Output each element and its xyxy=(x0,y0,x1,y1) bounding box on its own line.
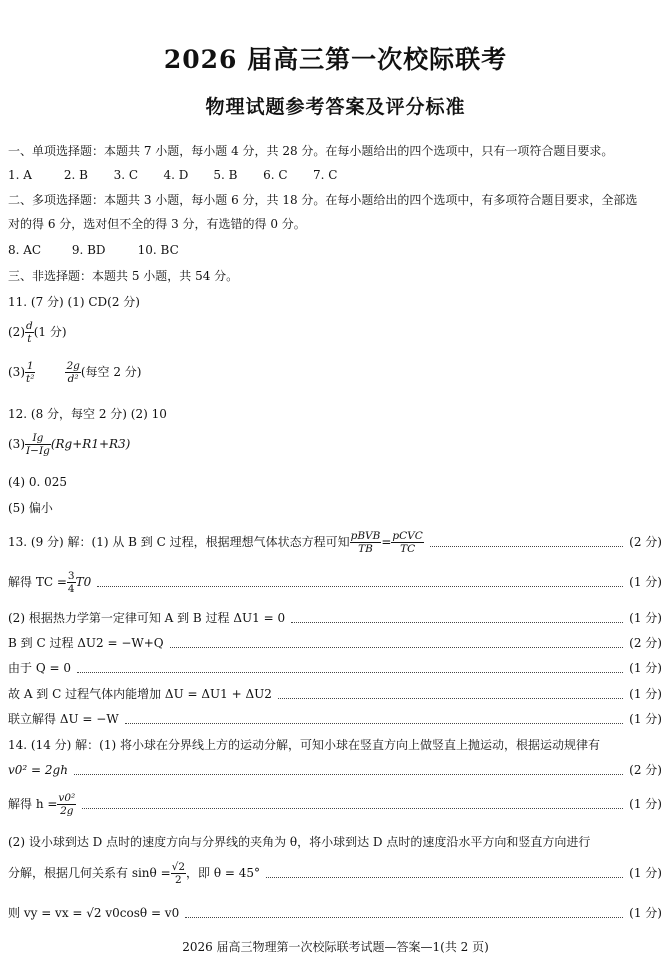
score: (2 分) xyxy=(629,535,662,549)
fraction: $\frac{\text{pCVC}}{TC}$ xyxy=(392,529,423,555)
q13-line1: 13. (9 分) 解：(1) 从 B 到 C 过程，根据理想气体状态方程可知 $\frac{\text{pBVB}}{TB}$ = $\frac{\text{pCVC}}{TC}$ (2 分) xyxy=(8,529,662,555)
section2-heading-line2: 对的得 6 分，选对但不全的得 3 分，有选错的得 0 分。 xyxy=(8,217,306,231)
q11-part3: (3) $\frac{1}{\text{t²}}$ $\frac{2g}{\text{d²}}$ (每空 2 分) xyxy=(8,360,142,385)
q13-line3: (2) 根据热力学第一定律可知 A 到 B 过程 ΔU1 = 0 (1 分) xyxy=(8,611,662,625)
fraction: $\frac{\text{v0²}}{2g}$ xyxy=(58,791,76,817)
score: (2 分) xyxy=(629,636,662,650)
answer-10: 10. BC xyxy=(137,243,179,257)
q13-line2: 解得 TC = $\frac{3}{4}$ T0 (1 分) xyxy=(8,569,662,595)
leader-dots xyxy=(82,800,623,809)
score: (1 分) xyxy=(629,797,662,811)
fraction: $\frac{Ig}{I-Ig}$ xyxy=(26,432,50,457)
leader-dots xyxy=(125,715,624,724)
q12-part3: (3) $\frac{Ig}{I-Ig}$ (Rg+R1+R3) xyxy=(8,432,131,457)
leader-dots xyxy=(185,909,623,918)
score: (1 分) xyxy=(629,866,662,880)
score: (2 分) xyxy=(629,763,662,777)
q14-line5: 分解，根据几何关系有 sinθ = $\frac{√2}{2}$ ，即 θ = 45° (1 分) xyxy=(8,860,662,886)
q13-line5: 由于 Q = 0 (1 分) xyxy=(8,661,662,675)
fraction: $\frac{\text{pBVB}}{TB}$ xyxy=(350,529,381,555)
score: (1 分) xyxy=(629,687,662,701)
answer-4: 4. D xyxy=(163,168,189,182)
q12-part4: (4) 0. 025 xyxy=(8,475,67,489)
score: (1 分) xyxy=(629,611,662,625)
leader-dots xyxy=(74,766,623,775)
fraction: $\frac{√2}{2}$ xyxy=(171,860,186,886)
q13-line4: B 到 C 过程 ΔU2 = −W+Q (2 分) xyxy=(8,636,662,650)
answer-1: 1. A xyxy=(8,168,32,182)
fraction: $\frac{2g}{\text{d²}}$ xyxy=(66,360,80,385)
q11-part2: (2) $\frac{d}{t}$ (1 分) xyxy=(8,320,67,345)
answer-7: 7. C xyxy=(312,168,338,182)
section1-answers xyxy=(8,167,658,183)
score: (1 分) xyxy=(629,661,662,675)
leader-dots xyxy=(266,869,623,878)
q14-line3: 解得 h = $\frac{\text{v0²}}{2g}$ (1 分) xyxy=(8,791,662,817)
section3-heading: 三、非选择题：本题共 5 小题，共 54 分。 xyxy=(8,269,239,283)
page-footer: 2026 届高三物理第一次校际联考试题—答案—1(共 2 页) xyxy=(182,940,489,954)
q12-part5: (5) 偏小 xyxy=(8,501,53,515)
leader-dots xyxy=(170,639,624,648)
exam-subtitle: 物理试题参考答案及评分标准 xyxy=(205,96,466,118)
answer-9: 9. BD xyxy=(71,243,106,257)
section2-answers xyxy=(8,242,198,258)
exam-title: 2026 届高三第一次校际联考 xyxy=(163,45,508,74)
q14-line1: 14. (14 分) 解：(1) 将小球在分界线上方的运动分解，可知小球在竖直方向上做竖直上抛运动，根据运动规律有 xyxy=(8,738,600,752)
fraction: $\frac{1}{\text{t²}}$ xyxy=(26,360,35,385)
q13-line6: 故 A 到 C 过程气体内能增加 ΔU = ΔU1 + ΔU2 (1 分) xyxy=(8,687,662,701)
q12-head: 12. (8 分，每空 2 分) (2) 10 xyxy=(8,407,167,421)
fraction: $\frac{3}{4}$ xyxy=(67,569,75,595)
answer-2: 2. B xyxy=(63,168,88,182)
fraction: $\frac{d}{t}$ xyxy=(26,320,33,345)
section2-heading-line1: 二、多项选择题：本题共 3 小题，每小题 6 分，共 18 分。在每小题给出的四个选项中，有多项符合题目要求，全部选 xyxy=(8,193,638,207)
section1-heading: 一、单项选择题：本题共 7 小题，每小题 4 分，共 28 分。在每小题给出的四个选项中，只有一项符合题目要求。 xyxy=(8,144,614,158)
leader-dots xyxy=(430,538,623,547)
score: (1 分) xyxy=(629,906,662,920)
q13-line7: 联立解得 ΔU = −W (1 分) xyxy=(8,712,662,726)
leader-dots xyxy=(97,578,623,587)
answer-3: 3. C xyxy=(113,168,139,182)
q11-head: 11. (7 分) (1) CD(2 分) xyxy=(8,295,140,309)
answer-8: 8. AC xyxy=(8,243,42,257)
answer-6: 6. C xyxy=(263,168,288,182)
score: (1 分) xyxy=(629,575,662,589)
answer-5: 5. B xyxy=(213,168,238,182)
score: (1 分) xyxy=(629,712,662,726)
q14-line2: v0² = 2gh (2 分) xyxy=(8,763,662,777)
leader-dots xyxy=(291,614,623,623)
leader-dots xyxy=(77,664,623,673)
q14-line6: 则 vy = vx = √2 v0cosθ = v0 (1 分) xyxy=(8,906,662,920)
q14-line4: (2) 设小球到达 D 点时的速度方向与分界线的夹角为 θ，将小球到达 D 点时的速度沿水平方向和竖直方向进行 xyxy=(8,835,591,849)
leader-dots xyxy=(278,690,623,699)
